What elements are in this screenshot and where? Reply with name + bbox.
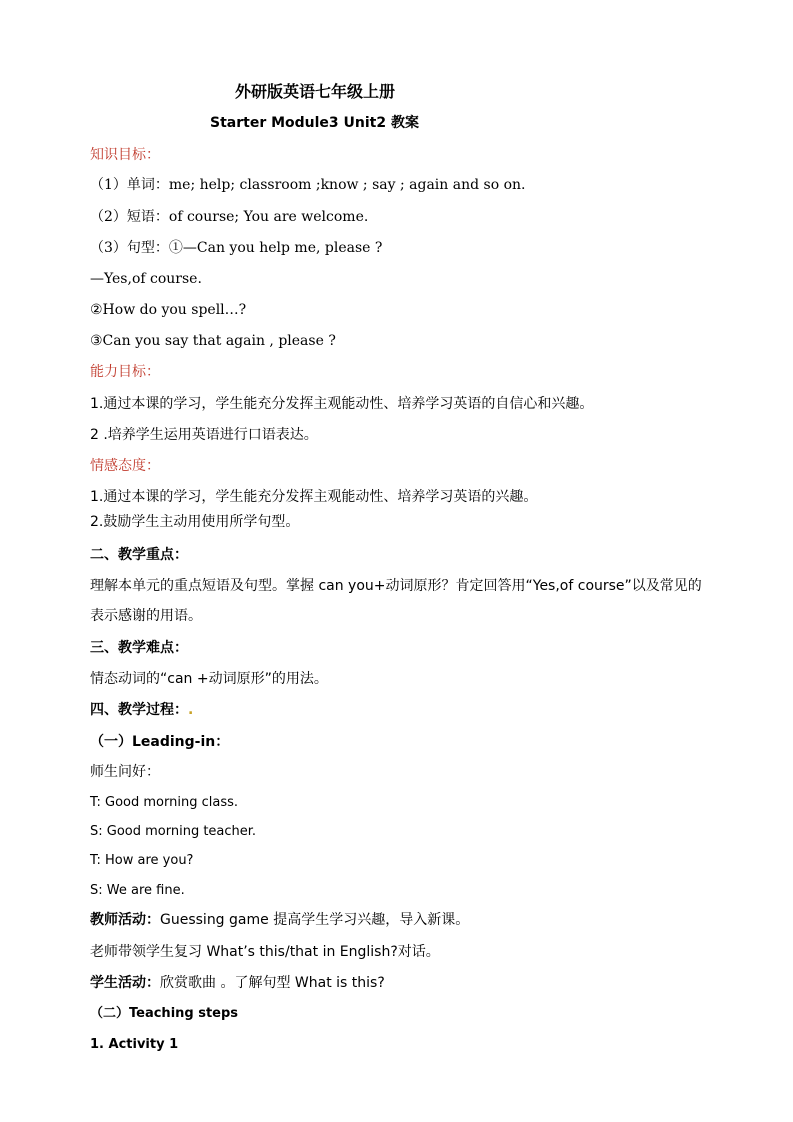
key-points-text: 理解本单元的重点短语及句型。掌握 can you+动词原形？肯定回答用“Yes,of course”以及常见的表示感谢的用语。 <box>90 578 702 624</box>
process-heading <box>90 700 193 720</box>
greeting-label: 师生问好： <box>90 764 160 780</box>
teacher-activity-label: 教师活动： <box>90 912 160 928</box>
student-activity-text: 欣赏歌曲 。了解句型 What is this? <box>160 975 385 991</box>
teacher-activity-text: Guessing game 提高学生学习兴趣，导入新课。 <box>160 912 470 928</box>
ability-heading: 能力目标： <box>90 364 160 380</box>
knowledge-item-3-answer: —Yes,of course. <box>90 271 202 287</box>
process-heading-text: 四、教学过程： <box>90 702 188 718</box>
knowledge-item-3-spell: ②How do you spell…? <box>90 302 247 318</box>
leading-in-heading: （一）Leading-in： <box>90 734 230 750</box>
teaching-steps-heading: （二）Teaching steps <box>90 1006 239 1021</box>
ability-item-1: 1.通过本课的学习，学生能充分发挥主观能动性、培养学习英语的自信心和兴趣。 <box>90 396 594 412</box>
knowledge-heading: 知识目标： <box>90 147 160 163</box>
dialogue-line-4: S: We are fine. <box>90 883 185 898</box>
knowledge-item-3-repeat: ③Can you say that again , please ? <box>90 333 336 349</box>
key-points-heading: 二、教学重点： <box>90 547 188 563</box>
student-activity-label: 学生活动： <box>90 975 160 991</box>
document-title: 外研版英语七年级上册 <box>235 82 396 101</box>
ability-item-2: 2 .培养学生运用英语进行口语表达。 <box>90 427 318 443</box>
teacher-activity <box>90 910 469 930</box>
emotion-item-2: 2.鼓励学生主动用使用所学句型。 <box>90 514 300 530</box>
dialogue-line-1: T: Good morning class. <box>90 795 239 810</box>
activity-1-heading: 1. Activity 1 <box>90 1037 179 1052</box>
knowledge-item-1: （1）单词：me; help; classroom ;know ; say ; again and so on. <box>90 177 526 193</box>
emotion-heading: 情感态度： <box>90 458 160 474</box>
document-subtitle: Starter Module3 Unit2 教案 <box>210 115 419 131</box>
teacher-activity-review: 老师带领学生复习 What’s this/that in English?对话。 <box>90 944 440 960</box>
difficulties-text: 情态动词的“can +动词原形”的用法。 <box>90 671 328 687</box>
process-heading-dot: . <box>188 702 194 718</box>
student-activity <box>90 973 385 993</box>
knowledge-item-3: （3）句型：①—Can you help me, please ? <box>90 240 383 256</box>
dialogue-line-2: S: Good morning teacher. <box>90 824 257 839</box>
difficulties-heading: 三、教学难点： <box>90 640 188 656</box>
emotion-item-1: 1.通过本课的学习，学生能充分发挥主观能动性、培养学习英语的兴趣。 <box>90 489 538 505</box>
dialogue-line-3: T: How are you? <box>90 853 194 868</box>
knowledge-item-2: （2）短语：of course; You are welcome. <box>90 209 369 225</box>
